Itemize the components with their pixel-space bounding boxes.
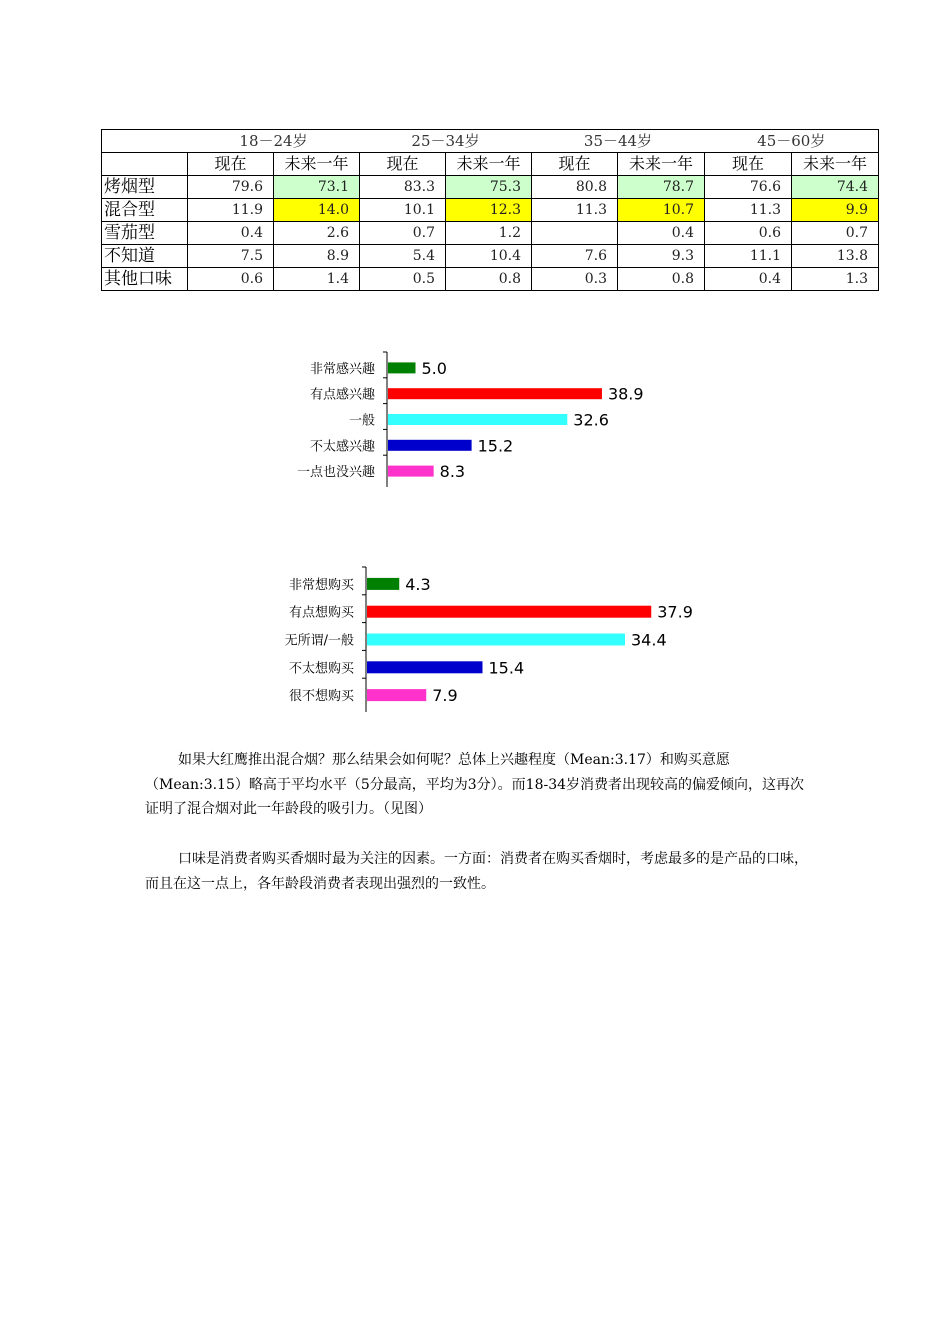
subheader-cell: 现在: [705, 153, 792, 176]
table-cell: 0.4: [618, 222, 705, 245]
category-label: 无所谓/一般: [284, 633, 354, 649]
table-cell: 74.4: [792, 176, 879, 199]
subheader-cell: 未来一年: [792, 153, 879, 176]
group-header: 25－34岁: [360, 130, 532, 153]
table-cell: 0.5: [360, 268, 446, 291]
data-label: 7.9: [432, 686, 458, 706]
subheader-cell: 未来一年: [446, 153, 532, 176]
group-header: 45－60岁: [705, 130, 879, 153]
table-cell: 73.1: [274, 176, 360, 199]
data-label: 4.3: [405, 574, 431, 594]
table-cell: 9.9: [792, 199, 879, 222]
table-cell: 0.8: [618, 268, 705, 291]
category-label: 一般: [348, 413, 375, 429]
table-cell: 1.2: [446, 222, 532, 245]
bar: [367, 661, 483, 673]
table-cell: 0.8: [446, 268, 532, 291]
table-cell: 11.3: [705, 199, 792, 222]
data-label: 8.3: [439, 462, 466, 482]
subheader-cell: 未来一年: [274, 153, 360, 176]
table-cell: 83.3: [360, 176, 446, 199]
data-label: 5.0: [421, 358, 447, 378]
table-cell: 0.6: [188, 268, 274, 291]
data-label: 32.6: [573, 410, 609, 430]
table-cell: 1.4: [274, 268, 360, 291]
group-header: 35－44岁: [532, 130, 705, 153]
subheader-cell: 现在: [532, 153, 618, 176]
table-cell: 0.7: [792, 222, 879, 245]
table-cell: 78.7: [618, 176, 705, 199]
bar: [367, 689, 426, 701]
table-cell: 7.5: [188, 245, 274, 268]
table-cell: 2.6: [274, 222, 360, 245]
subheader-cell: 现在: [360, 153, 446, 176]
category-label: 非常想购买: [288, 577, 354, 593]
category-label: 一点也没兴趣: [296, 465, 375, 481]
table-cell: 14.0: [274, 199, 360, 222]
table-cell: 12.3: [446, 199, 532, 222]
row-label: 雪茄型: [102, 222, 188, 245]
row-label: 混合型: [102, 199, 188, 222]
category-label: 有点感兴趣: [309, 387, 375, 403]
data-label: 15.2: [477, 436, 514, 456]
table-cell: 10.4: [446, 245, 532, 268]
row-label: 烤烟型: [102, 176, 188, 199]
table-cell: 75.3: [446, 176, 532, 199]
row-label: 其他口味: [102, 268, 188, 291]
table-cell: 9.3: [618, 245, 705, 268]
subheader-cell: 现在: [188, 153, 274, 176]
table-cell: 80.8: [532, 176, 618, 199]
table-cell: 1.3: [792, 268, 879, 291]
category-label: 很不想购买: [288, 689, 354, 705]
paragraph-taste-factor: 口味是消费者购买香烟时最为关注的因素。一方面：消费者在购买香烟时，考虑最多的是产品的口味，而且在这一点上，各年龄段消费者表现出强烈的一致性。: [145, 851, 808, 892]
bar: [367, 578, 399, 590]
bar: [367, 606, 651, 618]
bar: [367, 634, 625, 646]
subheader-cell: 未来一年: [618, 153, 705, 176]
data-label: 34.4: [631, 630, 667, 650]
table-cell: 8.9: [274, 245, 360, 268]
category-label: 非常感兴趣: [309, 361, 375, 377]
row-label: 不知道: [102, 245, 188, 268]
data-label: 38.9: [607, 384, 644, 404]
table-cell: 11.3: [532, 199, 618, 222]
table-cell: 10.1: [360, 199, 446, 222]
table-cell: 0.4: [705, 268, 792, 291]
category-label: 不太想购买: [288, 661, 354, 677]
data-label: 37.9: [657, 602, 693, 622]
table-cell: 0.6: [705, 222, 792, 245]
category-label: 不太感兴趣: [309, 439, 375, 455]
table-cell: 0.4: [188, 222, 274, 245]
table-cell: 0.3: [532, 268, 618, 291]
table-cell: 13.8: [792, 245, 879, 268]
category-label: 有点想购买: [288, 605, 354, 621]
table-cell: 79.6: [188, 176, 274, 199]
table-cell: 11.1: [705, 245, 792, 268]
paragraph-mixed-cigarette: 如果大红鹰推出混合烟？那么结果会如何呢？总体上兴趣程度（Mean:3.17）和购买意愿（Mean:3.15）略高于平均水平（5分最高，平均为3分）。而18-34岁消费者出现较高的偏爱倾向，这再次证明了混合烟对此一年龄段的吸引力。（见图）: [145, 752, 805, 817]
table-cell: 5.4: [360, 245, 446, 268]
table-cell: 0.7: [360, 222, 446, 245]
table-cell: 7.6: [532, 245, 618, 268]
table-cell: 10.7: [618, 199, 705, 222]
table-cell: 76.6: [705, 176, 792, 199]
table-cell: 11.9: [188, 199, 274, 222]
data-label: 15.4: [488, 658, 525, 678]
group-header: 18－24岁: [188, 130, 360, 153]
